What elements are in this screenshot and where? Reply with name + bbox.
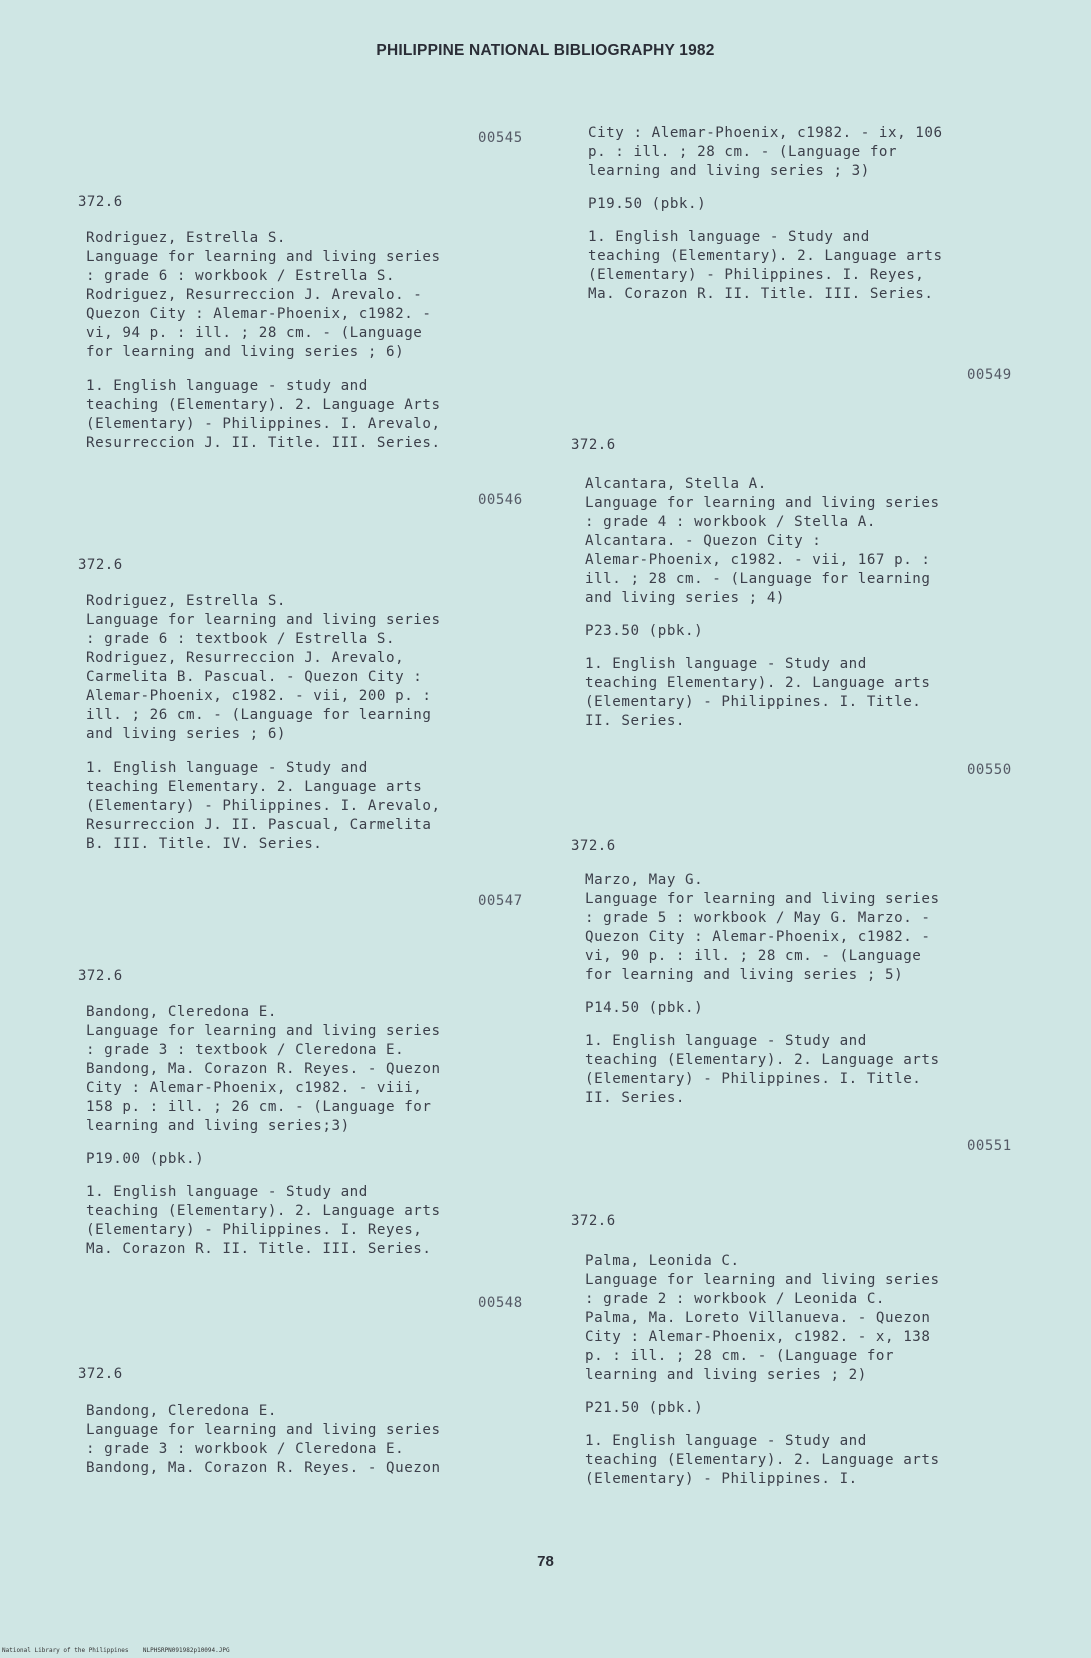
record-price: P23.50 (pbk.) bbox=[585, 623, 704, 639]
page-header: PHILIPPINE NATIONAL BIBLIOGRAPHY 1982 bbox=[376, 42, 715, 59]
scan-footer bbox=[2, 1647, 230, 1654]
record-price: P19.50 (pbk.) bbox=[588, 196, 707, 212]
record-description: Alcantara, Stella A. Language for learning and living series : grade 4 : workbook / Stella A. Alcantara. - Quezon City : Alemar-Phoenix, c1982. - vii, 167 p. : ill. ; 28 cm. - (Language for learning and living series ; 4) bbox=[585, 476, 940, 606]
accession-number: 00551 bbox=[967, 1138, 1012, 1154]
record-price: P21.50 (pbk.) bbox=[585, 1400, 704, 1416]
record-subjects: 1. English language - Study and teaching (Elementary). 2. Language arts (Elementary) - Philippines. I. Reyes, Ma. Corazon R. II. Title. III. Series. bbox=[588, 229, 943, 302]
footer-library: National Library of the Philippines bbox=[2, 1647, 129, 1654]
record-description: Bandong, Cleredona E. Language for learning and living series : grade 3 : workbook / Cleredona E. Bandong, Ma. Corazon R. Reyes. - Quezon bbox=[86, 1403, 441, 1476]
class-number: 372.6 bbox=[78, 194, 123, 210]
record-description: Marzo, May G. Language for learning and living series : grade 5 : workbook / May G. Marzo. - Quezon City : Alemar-Phoenix, c1982. - vi, 90 p. : ill. ; 28 cm. - (Language for learning and living series ; 5) bbox=[585, 872, 940, 983]
accession-number: 00546 bbox=[478, 492, 523, 508]
record-price: P19.00 (pbk.) bbox=[86, 1151, 205, 1167]
bib-record bbox=[585, 475, 1045, 746]
footer-file: NLPHSRPN091982p10094.JPG bbox=[142, 1647, 230, 1654]
record-subjects: 1. English language - study and teaching (Elementary). 2. Language Arts (Elementary) - Philippines. I. Arevalo, Resurreccion J. II. Title. III. Series. bbox=[86, 378, 441, 451]
record-description: Bandong, Cleredona E. Language for learning and living series : grade 3 : textbook / Cleredona E. Bandong, Ma. Corazon R. Reyes. - Quezon City : Alemar-Phoenix, c1982. - viii, 158 p. : ill. ; 26 cm. - (Language for learning and living series;3) bbox=[86, 1004, 441, 1134]
bib-record bbox=[86, 229, 546, 468]
bib-record bbox=[585, 871, 1045, 1123]
bib-record bbox=[86, 592, 546, 869]
class-number: 372.6 bbox=[571, 437, 616, 453]
record-description: City : Alemar-Phoenix, c1982. - ix, 106 p. : ill. ; 28 cm. - (Language for learning and living series ; 3) bbox=[588, 125, 943, 179]
record-subjects: 1. English language - Study and teaching (Elementary). 2. Language arts (Elementary) - Philippines. I. Reyes, Ma. Corazon R. II. Title. III. Series. bbox=[86, 1184, 441, 1257]
class-number: 372.6 bbox=[78, 968, 123, 984]
record-subjects: 1. English language - Study and teaching Elementary. 2. Language arts (Elementary) - Philippines. I. Arevalo, Resurreccion J. II. Pascual, Carmelita B. III. Title. IV. Series. bbox=[86, 760, 441, 852]
page-number: 78 bbox=[537, 1553, 554, 1570]
accession-number: 00547 bbox=[478, 893, 523, 909]
record-subjects: 1. English language - Study and teaching (Elementary). 2. Language arts (Elementary) - Philippines. I. Title. II. Series. bbox=[585, 1033, 940, 1106]
class-number: 372.6 bbox=[571, 1213, 616, 1229]
record-description: Rodriguez, Estrella S. Language for learning and living series : grade 6 : textbook / Estrella S. Rodriguez, Resurreccion J. Arevalo, Carmelita B. Pascual. - Quezon City : Alemar-Phoenix, c1982. - vii, 200 p. : ill. ; 26 cm. - (Language for learning and living series ; 6) bbox=[86, 593, 441, 742]
record-price: P14.50 (pbk.) bbox=[585, 1000, 704, 1016]
accession-number: 00545 bbox=[478, 130, 523, 146]
bib-record bbox=[585, 1252, 1045, 1504]
bib-record bbox=[86, 1003, 546, 1274]
bib-record bbox=[86, 1402, 546, 1493]
accession-number: 00549 bbox=[967, 367, 1012, 383]
record-description: Palma, Leonida C. Language for learning and living series : grade 2 : workbook / Leonida C. Palma, Ma. Loreto Villanueva. - Quezon City : Alemar-Phoenix, c1982. - x, 138 p. : ill. ; 28 cm. - (Language for learning and living series ; 2) bbox=[585, 1253, 940, 1383]
class-number: 372.6 bbox=[78, 1366, 123, 1382]
record-description: Rodriguez, Estrella S. Language for learning and living series : grade 6 : workbook / Estrella S. Rodriguez, Resurreccion J. Arevalo. - Quezon City : Alemar-Phoenix, c1982. - vi, 94 p. : ill. ; 28 cm. - (Language for learning and living series ; 6) bbox=[86, 230, 441, 360]
accession-number: 00550 bbox=[967, 762, 1012, 778]
record-subjects: 1. English language - Study and teaching (Elementary). 2. Language arts (Elementary) - Philippines. I. bbox=[585, 1433, 940, 1487]
accession-number: 00548 bbox=[478, 1295, 523, 1311]
class-number: 372.6 bbox=[78, 557, 123, 573]
record-continuation bbox=[588, 124, 1058, 319]
record-subjects: 1. English language - Study and teaching Elementary). 2. Language arts (Elementary) - Philippines. I. Title. II. Series. bbox=[585, 656, 931, 729]
class-number: 372.6 bbox=[571, 838, 616, 854]
